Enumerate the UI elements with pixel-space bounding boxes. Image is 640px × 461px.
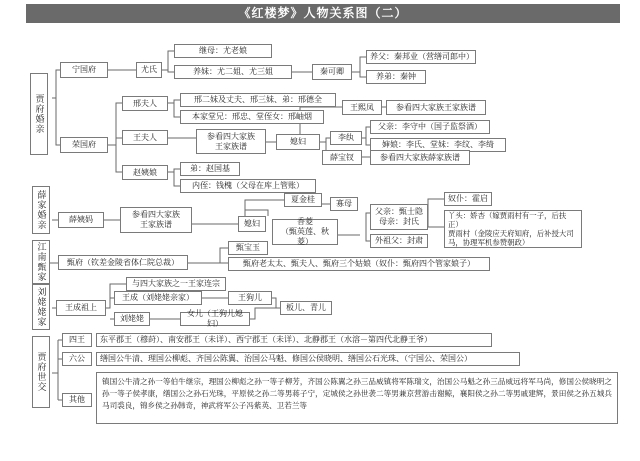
xue-baochai-node: 薛宝钗 <box>322 150 362 165</box>
wang-gouer-node: 王狗儿 <box>228 291 272 305</box>
xia-mother-node: 寡母 <box>330 197 358 211</box>
liu-laolao-node: 刘姥姥 <box>114 312 150 326</box>
xia-jingui-node: 夏金桂 <box>284 193 322 207</box>
zhao-yiniang-node: 赵姨娘 <box>122 165 168 180</box>
ban-qing-node: 板儿、青儿 <box>280 301 332 315</box>
wang-chengzu-node: 王成祖上 <box>56 300 106 316</box>
li-wan-father-node: 父亲：李守中（国子监祭酒） <box>370 120 490 134</box>
qita-node: 其他 <box>62 393 92 407</box>
page-title: 《红楼梦》人物关系图（二） <box>26 4 620 23</box>
xing-furen-node: 邢夫人 <box>122 96 168 111</box>
qin-father-node: 养父：秦邦业（营缮司郎中） <box>366 50 476 64</box>
wang-furen-node: 王夫人 <box>122 130 168 145</box>
xue-xifu-node: 媳妇 <box>238 216 266 232</box>
section-zhen: 江南甄家 <box>32 240 50 284</box>
ningguo-node: 宁国府 <box>60 62 108 78</box>
liugong-node: 六公 <box>62 352 92 366</box>
you-shi-node: 尤氏 <box>136 62 162 78</box>
zhen-baoyu-node: 甄宝玉 <box>228 241 268 255</box>
xue-yima-node: 薛姨妈 <box>58 212 104 228</box>
xiangling-node: 香菱 （甄英莲、秋菱） <box>272 219 338 245</box>
liugong-text: 缮国公牛清、理国公柳彪、齐国公陈翼、治国公马魁、修国公侯晓明、缮国公石光珠、（宁国公、荣国公） <box>96 352 520 366</box>
you-stepmother-node: 继母：尤老娘 <box>174 44 272 58</box>
qin-brother-node: 养弟：秦钟 <box>366 70 426 84</box>
xue-ref-node: 参看四大家族 王家族谱 <box>120 207 192 233</box>
li-wan-node: 李纨 <box>330 131 362 145</box>
wang-xifeng-node: 王熙凤 <box>342 100 382 115</box>
zhen-members-node: 甄府老太太、甄夫人、甄府三个姑娘（奴仆：甄府四个管家娘子） <box>228 257 490 271</box>
jia-yucun-node: 丫头：娇杏（嫁贾雨村有一子，后扶正） 贾雨村（金陵应天府知府，后补授大司 马，协理军机参赞朝政） <box>444 210 582 248</box>
li-wan-relatives-node: 婶娘：李氏、堂妹：李纹、李绮 <box>370 138 506 152</box>
xing-relatives-node: 邢二妹及丈夫、邢三妹、弟：邢德全 <box>180 93 336 107</box>
xing-relatives2-node: 本家堂兄：邢忠、堂侄女：邢岫烟 <box>180 110 324 124</box>
zhen-shiyin-node: 父亲：甄士隐 母亲：封氏 <box>370 204 428 230</box>
zhao-relative-node: 内侄：钱槐（父母在库上管账） <box>180 179 316 193</box>
qita-text: 镇国公牛清之孙一等伯牛继宗，理国公柳彪之孙一等子柳芳，齐国公陈翼之孙三品威镇将军陈瑞文，治国公马魁之孙三品威远将军马尚，修国公侯晓明之孙一等子侯孝康，缮国公之孙石光珠，平原侯之孙二等男蒋子宁，定城侯之孙世袭二等男兼京营游击谢鲸，襄阳侯之孙二等男戚建辉，景田侯之孙五城兵马司裘良，锦乡侯之孙韩奇，神武将军公子冯紫英、卫若兰等 <box>96 372 618 424</box>
wang-cheng-node: 王成（刘姥姥亲家） <box>114 291 202 305</box>
xifu-node: 媳妇 <box>276 134 320 150</box>
section-liu: 刘姥姥家 <box>32 284 50 330</box>
zhen-fu-node: 甄府（钦差金陵省体仁院总裁） <box>58 255 188 270</box>
liu-top-node: 与四大家族之一王家连宗 <box>126 277 226 291</box>
section-xue-marriage: 薛家婚亲 <box>32 186 50 234</box>
zhao-brother-node: 弟：赵国基 <box>180 162 240 176</box>
siwang-text: 东平郡王（穆莳）、南安郡王（未详）、西宁郡王（未详）、北静郡王（水溶－第四代北静王爷） <box>96 333 492 347</box>
servant-node: 奴仆：霍启 <box>444 192 492 206</box>
siwang-node: 四王 <box>62 333 92 347</box>
wang-furen-ref-node: 参看四大家族 王家族谱 <box>196 129 266 154</box>
wang-xifeng-ref-node: 参看四大家族王家族谱 <box>386 100 486 115</box>
qin-keqing-node: 秦可卿 <box>312 64 352 80</box>
daughter-node: 女儿（王狗儿媳妇） <box>180 312 250 326</box>
section-jia-world: 贾府世交 <box>32 336 50 408</box>
xue-baochai-ref-node: 参看四大家族薛家族谱 <box>370 150 470 165</box>
rongguo-node: 荣国府 <box>60 137 108 153</box>
section-jia-marriage: 贾府婚亲 <box>30 73 48 155</box>
you-sisters-node: 养妹：尤二姐、尤三姐 <box>174 65 292 79</box>
waizu-node: 外祖父：封肃 <box>370 234 428 248</box>
